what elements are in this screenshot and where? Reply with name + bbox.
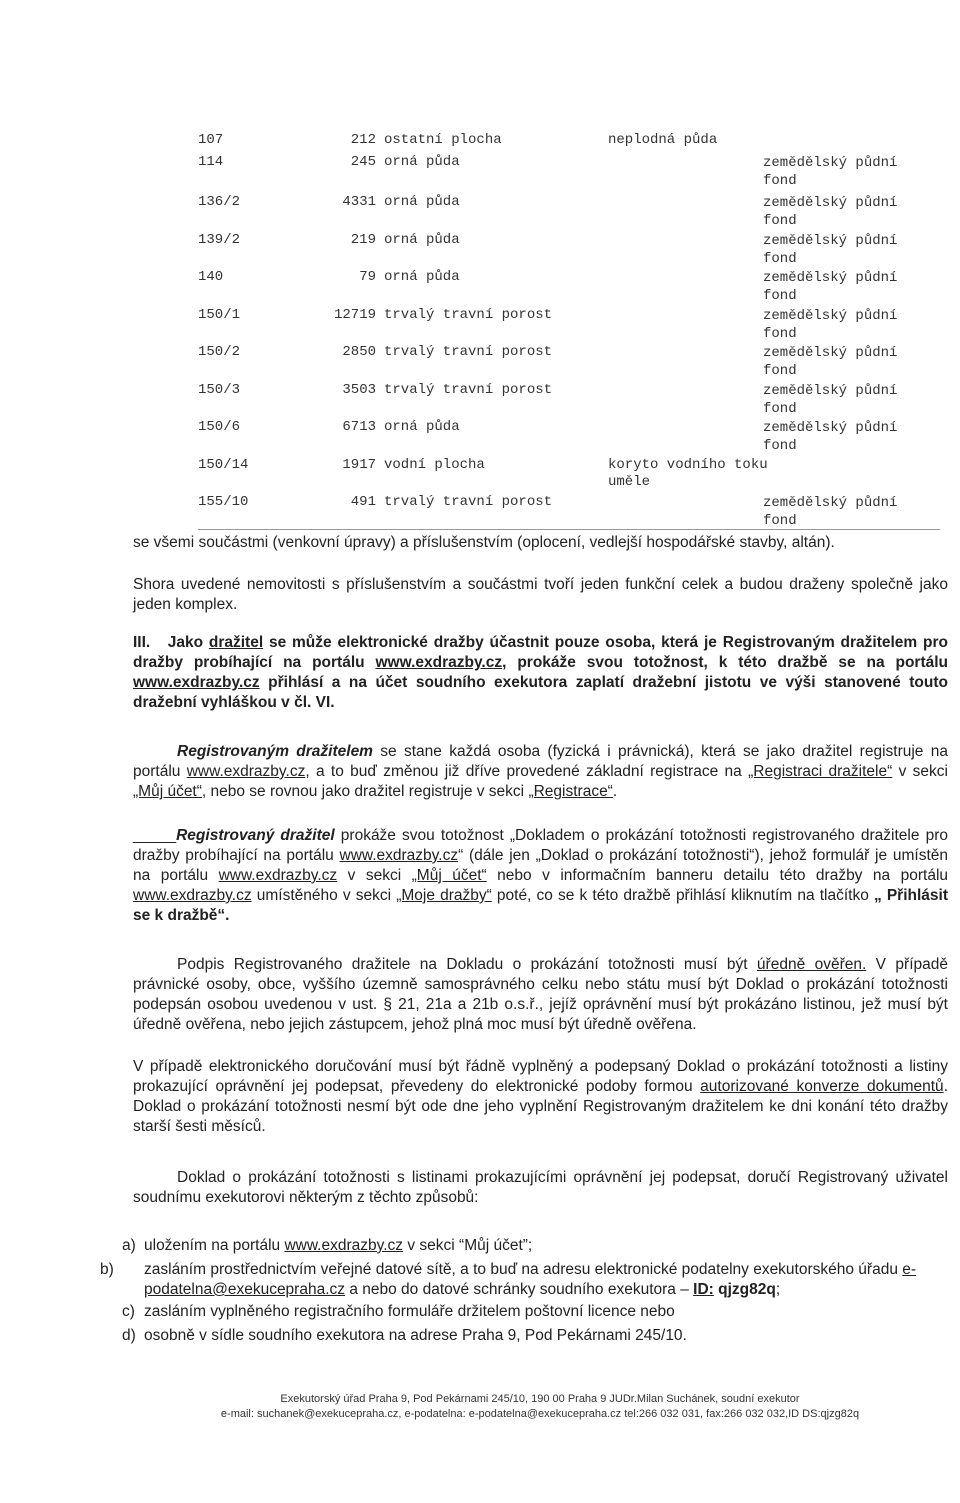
text-run: ; [775,1281,781,1298]
list-item-b [100,1260,952,1300]
divider-line [198,529,940,530]
parcel-area: 212 [350,132,376,148]
parcel-id: 155/10 [198,494,249,510]
parcel-type: trvalý travní porost [384,382,553,398]
parcel-id: 140 [198,269,224,285]
parcel-area: 219 [350,232,376,248]
parcel-id: 107 [198,132,224,148]
text-run: Jako [167,634,209,651]
parcel-area: 79 [359,269,376,285]
list-letter: b) [100,1261,114,1278]
complex-text: Shora uvedené nemovitosti s příslušenstvím a součástmi tvoří jeden funkční celek a budou draženy společně jako jeden komplex. [133,576,948,613]
parcel-area: 491 [350,494,376,510]
text-run: , a to buď změnou již dříve provedené základní registrace na [305,763,749,780]
paragraph-registration [133,742,948,802]
parcel-type: trvalý travní porost [384,494,553,510]
exdrazby-link[interactable]: www.exdrazby.cz [186,763,306,780]
authorized-conversion-text: autorizované konverze dokumentů [700,1078,944,1095]
parcel-row [198,457,938,494]
parcel-fund: zemědělský půdní fond [763,495,898,529]
registration-link[interactable]: „Registrace“ [528,783,613,800]
exdrazby-link[interactable]: www.exdrazby.cz [218,867,338,884]
list-letter: c) [122,1303,135,1320]
parcel-row [198,419,938,456]
parcel-type: trvalý travní porost [384,344,553,360]
text-run: v sekci [892,763,948,780]
paragraph-signature [133,955,948,1035]
parcel-area: 3503 [342,382,376,398]
list-letter: a) [122,1237,136,1254]
term-registered-bidder: Registrovaný dražitel [176,827,335,844]
parcel-fund: zemědělský půdní fond [763,420,898,454]
ds-id-value: qjzg82q [713,1281,776,1298]
text-run: zasláním prostřednictvím veřejné datové sítě, a to buď na adresu elektronické podatelny exekutorského úřadu [144,1261,903,1278]
text-run: prokáže svou totožnost „Dokladem o prokázání totožnosti registrovaného dražitele pro dražby probíhající na portálu [133,827,948,864]
parcel-area: 4331 [342,194,376,210]
list-item-c [122,1302,952,1322]
my-auctions-link[interactable]: „Moje dražby“ [396,887,492,904]
officially-verified-text: úředně ověřen. [756,956,867,973]
text-run: Podpis Registrovaného dražitele na Dokladu o prokázání totožnosti musí být [177,956,757,973]
list-item-a [122,1236,952,1256]
parcel-area: 1917 [342,457,376,473]
text-run: v sekci “Můj účet”; [403,1237,533,1254]
parcel-row [198,382,938,419]
text-run: uložením na portálu [144,1237,285,1254]
parcel-fund: zemědělský půdní fond [763,270,898,304]
e-podatelna-link[interactable]: e-podatelna@exekucepraha.cz [144,1261,917,1298]
parcel-row [198,494,938,531]
parcel-id: 139/2 [198,232,241,248]
underline-lead: _____ [133,827,177,844]
paragraph-delivery [133,1168,948,1208]
text-run: , nebo se rovnou jako dražitel registruje v sekci [201,783,529,800]
text-run: . Doklad o prokázání totožnosti nesmí být ode dne jeho vyplnění Registrovaným dražitelem ke dni konání této dražby starší šesti měsíců. [133,1078,948,1135]
parcel-type: orná půda [384,154,460,170]
text-run: “ (dále jen „Doklad o prokázání totožnosti“), jehož formulář je umístěn na portálu [133,847,948,884]
footer-contacts [120,1407,960,1421]
parcel-row [198,269,938,306]
my-account-link[interactable]: „Můj účet“ [133,783,202,800]
exdrazby-link[interactable]: www.exdrazby.cz [339,847,459,864]
text-run: zasláním vyplněného registračního formuláře držitelem poštovní licence nebo [144,1303,675,1320]
parcel-type: ostatní plocha [384,132,502,148]
paragraph-components [133,533,948,553]
parcel-id: 150/1 [198,307,241,323]
text-run: se může elektronické dražby účastnit pouze osoba, která je Registrovaným dražitelem pro dražby probíhající na portálu [133,634,949,671]
parcel-row [198,344,938,381]
exdrazby-link[interactable]: www.exdrazby.cz [133,887,252,904]
parcel-fund: zemědělský půdní fond [763,155,898,189]
parcel-fund: zemědělský půdní fond [763,233,898,267]
parcel-row [198,154,938,191]
paragraph-complex [133,575,948,615]
delivery-text: Doklad o prokázání totožnosti s listinami prokazujícími oprávnění jej podepsat, doručí Registrovaný uživatel soudnímu exekutorovi některým z těchto způsobů: [133,1169,948,1206]
list-item-d [122,1326,952,1346]
parcel-type: orná půda [384,269,460,285]
my-account-link[interactable]: „Můj účet“ [411,867,487,884]
parcel-row [198,194,938,231]
text-run: nebo v informačním banneru detailu této dražby na portálu [486,867,949,884]
text-run: . [612,783,618,800]
text-run: a nebo do datové schránky soudního exekutora – [345,1281,694,1298]
parcel-fund: zemědělský půdní fond [763,308,898,342]
registration-bidder-link[interactable]: „Registraci dražitele“ [748,763,893,780]
parcel-type: orná půda [384,419,460,435]
parcel-id: 114 [198,154,224,170]
exdrazby-link[interactable]: www.exdrazby.cz [375,654,503,671]
parcel-id: 136/2 [198,194,241,210]
section-number: III. [133,634,151,651]
paragraph-electronic [133,1057,948,1137]
paragraph-identity [133,826,948,926]
parcel-note: neplodná půda [608,132,718,148]
parcel-id: 150/6 [198,419,241,435]
footer-line-2: e-mail: suchanek@exekucepraha.cz, e-podatelna: e-podatelna@exekucepraha.cz tel:266 032 031, fax:266 032 032,ID DS:qjzg82q [220,1408,860,1420]
parcel-area: 245 [350,154,376,170]
text-run: přihlásí a na účet soudního exekutora zaplatí dražební jistotu ve výši stanovené touto dražební vyhláškou v čl. VI. [133,674,948,711]
text-run: se stane každá osoba (fyzická i právnická), která se jako dražitel registruje na portálu [133,743,948,780]
term-drazitel: dražitel [208,634,264,651]
parcel-fund: zemědělský půdní fond [763,345,898,379]
parcel-type: orná půda [384,194,460,210]
parcel-id: 150/14 [198,457,249,473]
text-run: osobně v sídle soudního exekutora na adrese Praha 9, Pod Pekárnami 245/10. [144,1327,687,1344]
components-text: se všemi součástmi (venkovní úpravy) a příslušenstvím (oplocení, vedlejší hospodářské stavby, altán). [133,534,835,551]
section-iii [133,633,948,713]
ds-id-label: ID: [693,1281,714,1298]
text-run: poté, co se k této dražbě přihlásí kliknutím na tlačítko [491,887,874,904]
list-letter: d) [122,1327,136,1344]
text-run: v sekci [337,867,412,884]
parcel-id: 150/3 [198,382,241,398]
parcel-area: 12719 [333,307,376,323]
parcel-fund: zemědělský půdní fond [763,383,898,417]
term-registered-bidder: Registrovaným dražitelem [177,743,373,760]
parcel-note: koryto vodního toku uměle [608,457,768,490]
footer-line-1: Exekutorský úřad Praha 9, Pod Pekárnami 245/10, 190 00 Praha 9 JUDr.Milan Suchánek, soudní exekutor [280,1393,800,1405]
text-run: umístěného v sekci [251,887,397,904]
parcel-id: 150/2 [198,344,241,360]
parcel-type: vodní plocha [384,457,485,473]
join-auction-button-label: „ Přihlásit se k dražbě“. [133,887,948,924]
text-run: , prokáže svou totožnost, k této dražbě se na portálu [502,654,949,671]
parcel-fund: zemědělský půdní fond [763,195,898,229]
parcel-area: 2850 [342,344,376,360]
parcel-type: orná půda [384,232,460,248]
parcel-type: trvalý travní porost [384,307,553,323]
parcel-row [198,307,938,344]
exdrazby-link[interactable]: www.exdrazby.cz [133,674,260,691]
parcel-row [198,232,938,269]
text-run: V případě právnické osoby, obce, vyššího územně samosprávného celku nebo státu musí být Doklad o prokázání totožnosti podepsán osobou uvedenou v ust. § 21, 21a a 21b o.s.ř., jejíž oprávnění musí být prokázáno listinou, jež musí být úředně ověřena, nebo jejich zástupcem, jehož plná moc musí být úředně ověřena. [133,956,948,1033]
parcel-area: 6713 [342,419,376,435]
exdrazby-link[interactable]: www.exdrazby.cz [284,1237,404,1254]
text-run: V případě elektronického doručování musí být řádně vyplněný a podepsaný Doklad o prokázání totožnosti a listiny prokazující oprávnění jej podepsat, převedeny do elektronické podoby formou [133,1058,948,1095]
footer-address [120,1392,960,1406]
